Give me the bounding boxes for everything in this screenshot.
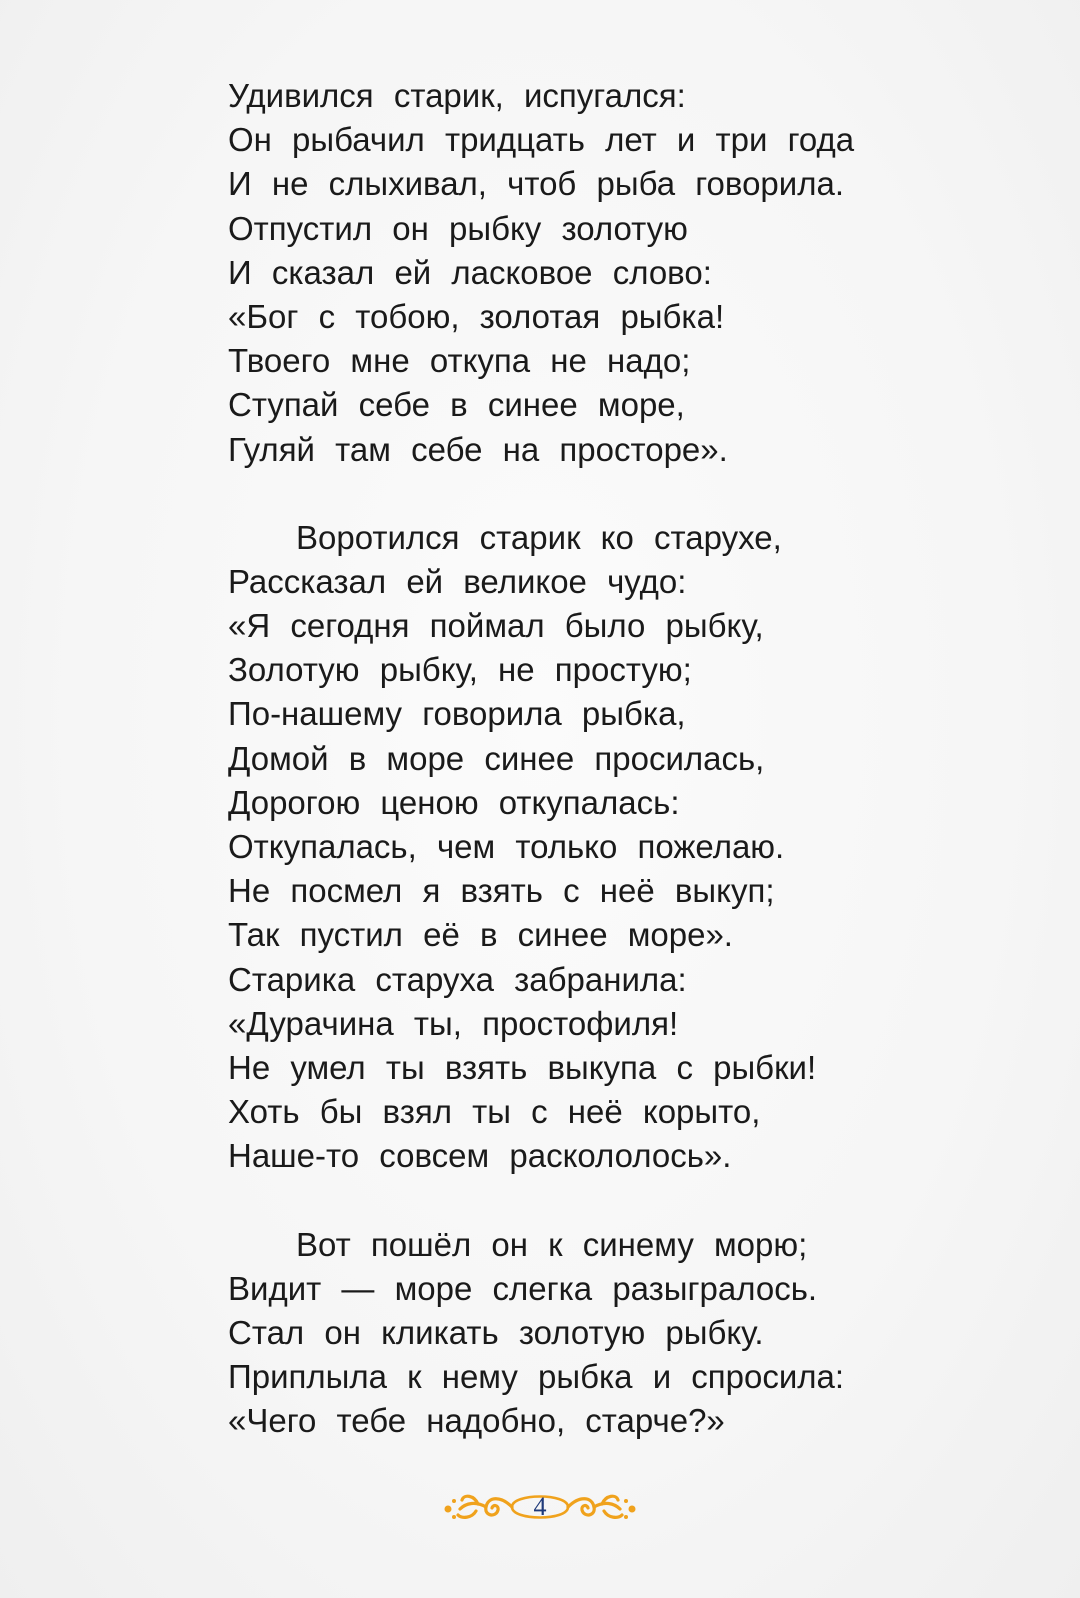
poem-line: Рассказал ей великое чудо:	[228, 562, 687, 600]
poem-line: Золотую рыбку, не простую;	[228, 651, 692, 689]
poem-line: Наше-то совсем раскололось».	[228, 1137, 732, 1175]
poem-line: Гуляй там себе на просторе».	[228, 430, 728, 468]
stanza-1	[228, 74, 1048, 472]
page-footer	[440, 1485, 640, 1529]
stanza-3	[228, 1223, 1048, 1444]
poem-line: Ступай себе в синее море,	[228, 386, 685, 424]
poem-line: Откупалась, чем только пожелаю.	[228, 828, 785, 865]
poem-line-indented: Воротился старик ко старухе,	[296, 518, 782, 556]
page-number: 4	[533, 1492, 547, 1521]
poem-line: Хоть бы взял ты с неё корыто,	[228, 1093, 761, 1131]
poem-line: Дорогою ценою откупалась:	[228, 783, 680, 821]
poem-line: Он рыбачил тридцать лет и три года	[228, 121, 855, 159]
poem-line: «Я сегодня поймал было рыбку,	[228, 607, 764, 645]
poem-line: Домой в море синее просилась,	[228, 739, 765, 777]
poem-line: Отпустил он рыбку золотую	[228, 209, 688, 247]
poem-line: И не слыхивал, чтоб рыба говорила.	[228, 165, 844, 203]
poem-line: Твоего мне откупа не надо;	[228, 342, 691, 380]
poem-line: Стал он кликать золотую рыбку.	[228, 1313, 764, 1351]
poem-line-indented: Вот пошёл он к синему морю;	[296, 1225, 808, 1263]
poem-line: Не посмел я взять с неё выкуп;	[228, 872, 775, 910]
poem-line: «Дурачина ты, простофиля!	[228, 1004, 679, 1042]
poem-line: «Бог с тобою, золотая рыбка!	[228, 297, 725, 335]
stanza-2	[228, 516, 1048, 1179]
poem-line: Старика старуха забранила:	[228, 960, 687, 998]
poem-text	[228, 74, 1048, 1443]
poem-line: Видит — море слегка разыгралось.	[228, 1269, 818, 1307]
poem-line: Удивился старик, испугался:	[228, 77, 686, 114]
poem-line: Приплыла к нему рыбка и спросила:	[228, 1358, 845, 1396]
poem-line: По-нашему говорила рыбка,	[228, 695, 686, 733]
poem-line: «Чего тебе надобно, старче?»	[228, 1402, 725, 1440]
poem-line: Не умел ты взять выкупа с рыбки!	[228, 1048, 817, 1086]
poem-line: И сказал ей ласковое слово:	[228, 253, 712, 291]
poem-line: Так пустил её в синее море».	[228, 916, 733, 954]
